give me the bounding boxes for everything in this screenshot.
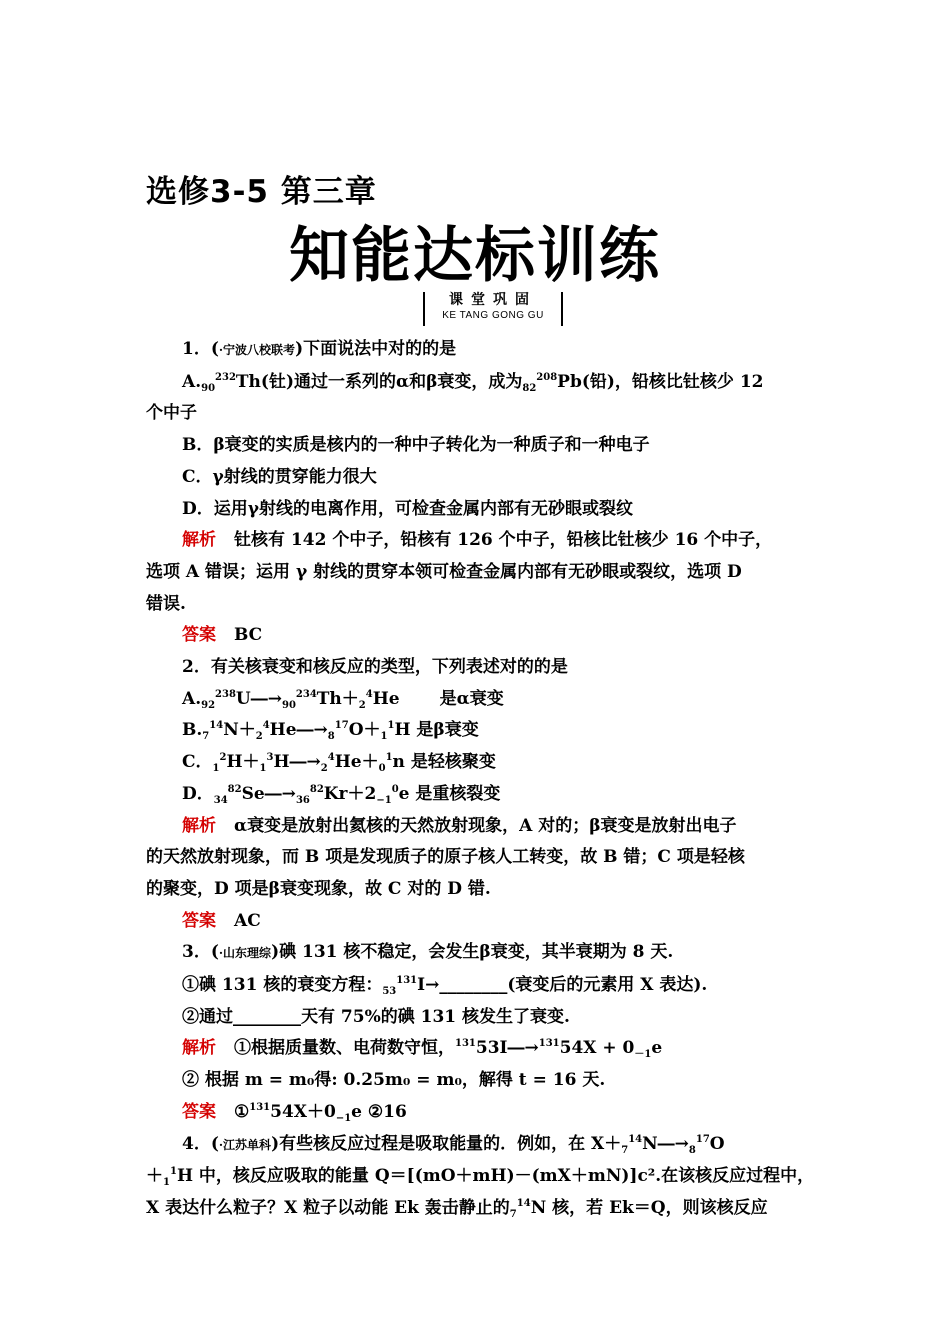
text-fragment: H 中，核反应吸取的能量 Q＝[(mO＋mH)－(mX＋mN)]c².在该核反应过程中，: [176, 1166, 815, 1187]
q3-sub2: ②通过________天有 75%的碘 131 核发生了衰变.: [182, 1006, 570, 1027]
text-fragment: )有些核反应过程是吸取能量的．例如，在 X＋: [271, 1133, 622, 1154]
analysis-label: 解析: [182, 1038, 216, 1059]
text-fragment: 4: [262, 720, 270, 732]
badge-pinyin: KE TANG GONG GU: [442, 310, 544, 321]
text-fragment: 8: [327, 731, 335, 743]
text-fragment: 131: [538, 1038, 560, 1050]
q3-analysis: [146, 1033, 810, 1065]
text-fragment: 1: [212, 763, 220, 775]
text-fragment: B.: [182, 720, 203, 741]
q1-analysis-3: 错误.: [146, 593, 186, 614]
text-fragment: −1: [376, 794, 392, 806]
text-fragment: e ②16: [351, 1101, 407, 1122]
analysis-label: 解析: [182, 815, 216, 836]
q1-analysis-2: 选项 A 错误；运用 γ 射线的贯穿本领可检查金属内部有无砂眼或裂纹，选项 D: [146, 561, 742, 582]
text-fragment: H＋: [226, 752, 260, 773]
q1-option-b: B．β衰变的实质是核内的一种中子转化为一种质子和一种电子: [182, 435, 650, 456]
text-fragment: 17: [695, 1133, 710, 1145]
text-fragment: ①碘 131 核的衰变方程：: [182, 975, 383, 996]
text-fragment: 1: [387, 720, 395, 732]
q2-analysis-2: 的天然放射现象，而 B 项是发现质子的原子核人工转变，故 B 错；C 项是轻核: [146, 847, 745, 868]
text-fragment: 14: [209, 720, 224, 732]
text-fragment: )下面说法中对的的是: [295, 339, 457, 359]
text-fragment: ①根据质量数、电荷数守恒，: [234, 1038, 455, 1059]
text-fragment: 208: [536, 371, 558, 383]
text-fragment: 36: [295, 794, 310, 806]
q1-option-c: C．γ射线的贯穿能力很大: [182, 466, 377, 487]
text-fragment: 是α衰变: [439, 688, 504, 709]
text-fragment: 3: [266, 752, 274, 764]
text-fragment: 90: [281, 699, 296, 711]
q1-option-d: D．运用γ射线的电离作用，可检查金属内部有无砂眼或裂纹: [182, 498, 633, 519]
q3-source: ·山东理综: [218, 946, 272, 961]
text-fragment: C．: [182, 752, 213, 773]
q1-source: ·宁波八校联考: [218, 343, 296, 357]
text-fragment: 1: [259, 763, 267, 775]
text-fragment: 1: [163, 1177, 170, 1189]
text-fragment: 54X＋0: [270, 1101, 336, 1122]
text-fragment: 17: [334, 720, 349, 732]
text-fragment: Pb(铅)，铅核比钍核少 12: [557, 371, 764, 392]
text-fragment: 53: [382, 986, 397, 998]
text-fragment: AC: [234, 910, 261, 931]
text-fragment: 131: [249, 1101, 271, 1113]
q1-option-a: [146, 367, 810, 399]
text-fragment: O＋: [348, 720, 381, 741]
q3-stem: [146, 937, 810, 970]
answer-label: 答案: [182, 625, 216, 646]
q3-sub1: [146, 970, 810, 1002]
q4-stem: [146, 1129, 810, 1162]
q2-analysis-3: 的聚变，D 项是β衰变现象，故 C 对的 D 错.: [146, 878, 491, 899]
page-title: 知能达标训练: [289, 221, 661, 291]
text-fragment: 2: [219, 752, 227, 764]
text-fragment: A.: [182, 371, 202, 392]
text-fragment: Th(钍)通过一系列的α和β衰变，成为: [235, 371, 523, 392]
q4-stem-2: [146, 1161, 815, 1193]
text-fragment: −1: [335, 1112, 352, 1124]
text-fragment: α衰变是放射出氦核的天然放射现象，A 对的；β衰变是放射出电子: [234, 815, 737, 836]
text-fragment: ＋: [146, 1166, 163, 1187]
q2-option-c: [146, 747, 810, 779]
q2-analysis: [146, 811, 810, 843]
text-fragment: 3．(: [182, 942, 219, 963]
text-fragment: D．: [182, 783, 214, 804]
text-fragment: Se―→: [241, 783, 296, 804]
text-fragment: 7: [202, 731, 210, 743]
text-fragment: 2: [358, 699, 366, 711]
text-fragment: －1: [634, 1049, 652, 1061]
text-fragment: 131: [396, 975, 418, 987]
text-fragment: 82: [227, 783, 242, 795]
section-badge: [423, 292, 563, 326]
text-fragment: 8: [688, 1144, 696, 1156]
text-fragment: U―→: [235, 688, 282, 709]
text-fragment: 1: [380, 731, 388, 743]
text-fragment: 14: [516, 1197, 531, 1209]
q1-answer: [146, 620, 810, 652]
text-fragment: I→________(衰变后的元素用 X 表达).: [417, 975, 708, 996]
text-fragment: 4: [327, 752, 335, 764]
q2-option-b: [146, 715, 810, 747]
answer-label: 答案: [182, 910, 216, 931]
text-fragment: 82: [522, 382, 537, 394]
text-fragment: 131: [455, 1038, 476, 1050]
text-fragment: e: [651, 1038, 663, 1059]
text-fragment: A.: [182, 688, 202, 709]
text-fragment: BC: [234, 625, 263, 646]
q1-stem: [146, 334, 810, 367]
text-fragment: 14: [628, 1133, 643, 1145]
text-fragment: 90: [201, 382, 216, 394]
text-fragment: 2: [320, 763, 328, 775]
text-fragment: N 核，若 Ek＝Q，则该核反应: [530, 1197, 768, 1218]
exercise-content: [146, 334, 815, 1225]
text-fragment: 238: [215, 688, 236, 700]
chapter-heading: 选修3-5 第三章: [146, 174, 377, 210]
text-fragment: 7: [509, 1208, 517, 1220]
text-fragment: O: [709, 1133, 725, 1154]
text-fragment: He＋: [334, 752, 379, 773]
text-fragment: 4: [365, 688, 373, 700]
text-fragment: 82: [309, 783, 324, 795]
answer-label: 答案: [182, 1101, 216, 1122]
text-fragment: He: [372, 688, 400, 709]
text-fragment: N＋: [223, 720, 256, 741]
q3-answer: [146, 1097, 810, 1129]
badge-chinese: 课堂巩固: [449, 292, 537, 308]
text-fragment: 0: [391, 783, 399, 795]
text-fragment: H 是β衰变: [394, 720, 479, 741]
text-fragment: 4．(: [182, 1133, 219, 1154]
text-fragment: 34: [213, 794, 228, 806]
q4-stem-3: [146, 1193, 810, 1225]
text-fragment: 53I―→: [475, 1038, 539, 1059]
text-fragment: n 是轻核聚变: [392, 752, 496, 773]
q3-analysis-2: ② 根据 m = m₀得: 0.25m₀ = m₀，解得 t = 16 天.: [182, 1070, 606, 1091]
text-fragment: 54X + 0: [559, 1038, 635, 1059]
q1-option-a-cont: 个中子: [146, 403, 197, 424]
q2-stem: 2．有关核衰变和核反应的类型，下列表述对的的是: [182, 657, 568, 678]
text-fragment: 92: [201, 699, 216, 711]
q4-source: ·江苏单科: [218, 1137, 272, 1152]
text-fragment: N―→: [642, 1133, 689, 1154]
text-fragment: 7: [621, 1144, 629, 1156]
text-fragment: e 是重核裂变: [398, 783, 501, 804]
text-fragment: )碘 131 核不稳定，会发生β衰变，其半衰期为 8 天.: [271, 942, 674, 963]
text-fragment: 1: [169, 1166, 177, 1178]
q1-analysis: [146, 525, 810, 557]
text-fragment: He―→: [269, 720, 328, 741]
text-fragment: 1: [385, 752, 393, 764]
analysis-label: 解析: [182, 530, 216, 551]
q2-answer: [146, 906, 810, 938]
text-fragment: ①: [234, 1101, 250, 1122]
text-fragment: 0: [378, 763, 386, 775]
text-fragment: Th＋: [316, 688, 359, 709]
text-fragment: H―→: [273, 752, 321, 773]
text-fragment: 2: [255, 731, 263, 743]
text-fragment: X 表达什么粒子？X 粒子以动能 Ek 轰击静止的: [146, 1197, 510, 1218]
text-fragment: 234: [295, 688, 317, 700]
text-fragment: 232: [215, 371, 236, 383]
q2-option-a: [146, 684, 810, 716]
text-fragment: 1．(: [182, 339, 219, 359]
q2-option-d: [146, 779, 810, 811]
text-fragment: Kr＋2: [323, 783, 377, 804]
text-fragment: 钍核有 142 个中子，铅核有 126 个中子，铅核比钍核少 16 个中子，: [234, 530, 773, 551]
